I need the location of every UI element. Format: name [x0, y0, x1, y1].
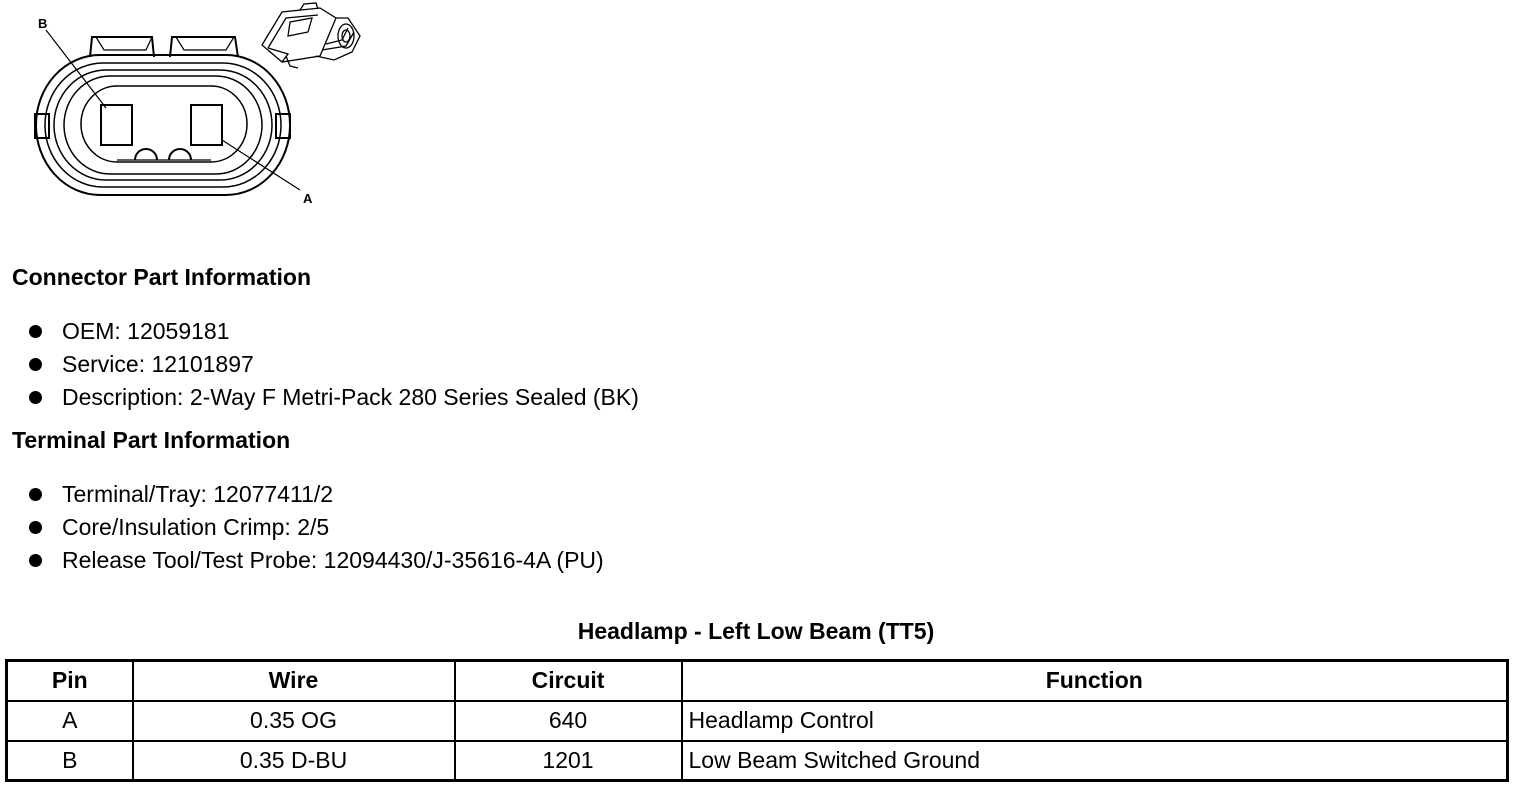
pinout-table: [5, 659, 1509, 782]
column-header-pin: Pin: [7, 661, 133, 701]
function-cell: Low Beam Switched Ground: [682, 741, 1508, 781]
list-item: Terminal/Tray: 12077411/2: [28, 478, 604, 511]
table-header-row: [7, 661, 1508, 701]
table-row: [7, 741, 1508, 781]
list-item: Release Tool/Test Probe: 12094430/J-35616-4A (PU): [28, 544, 604, 577]
connector-isometric-icon: [262, 3, 360, 68]
bullet-icon: [29, 554, 42, 567]
column-header-function: Function: [682, 661, 1508, 701]
wire-cell: 0.35 D-BU: [133, 741, 455, 781]
pinout-table-title: Headlamp - Left Low Beam (TT5): [577, 618, 935, 644]
bullet-icon: [29, 488, 42, 501]
column-header-circuit: Circuit: [455, 661, 682, 701]
list-item: Core/Insulation Crimp: 2/5: [28, 511, 604, 544]
bullet-icon: [29, 391, 42, 404]
terminal-part-heading: Terminal Part Information: [12, 427, 291, 453]
column-header-wire: Wire: [133, 661, 455, 701]
list-item: OEM: 12059181: [28, 315, 639, 348]
pin-a-callout: A: [303, 191, 313, 206]
connector-part-list: [28, 315, 639, 414]
connector-part-heading: Connector Part Information: [12, 264, 312, 290]
pin-b-callout: B: [38, 16, 48, 31]
list-item: Description: 2-Way F Metri-Pack 280 Series Sealed (BK): [28, 381, 639, 414]
bullet-icon: [29, 358, 42, 371]
list-item: Service: 12101897: [28, 348, 639, 381]
function-cell: Headlamp Control: [682, 701, 1508, 741]
circuit-cell: 1201: [455, 741, 682, 781]
table-row: [7, 701, 1508, 741]
pin-cell: A: [7, 701, 133, 741]
circuit-cell: 640: [455, 701, 682, 741]
bullet-icon: [29, 325, 42, 338]
bullet-icon: [29, 521, 42, 534]
wire-cell: 0.35 OG: [133, 701, 455, 741]
pin-cell: B: [7, 741, 133, 781]
connector-face-diagram: [0, 0, 380, 220]
terminal-part-list: [28, 478, 604, 577]
